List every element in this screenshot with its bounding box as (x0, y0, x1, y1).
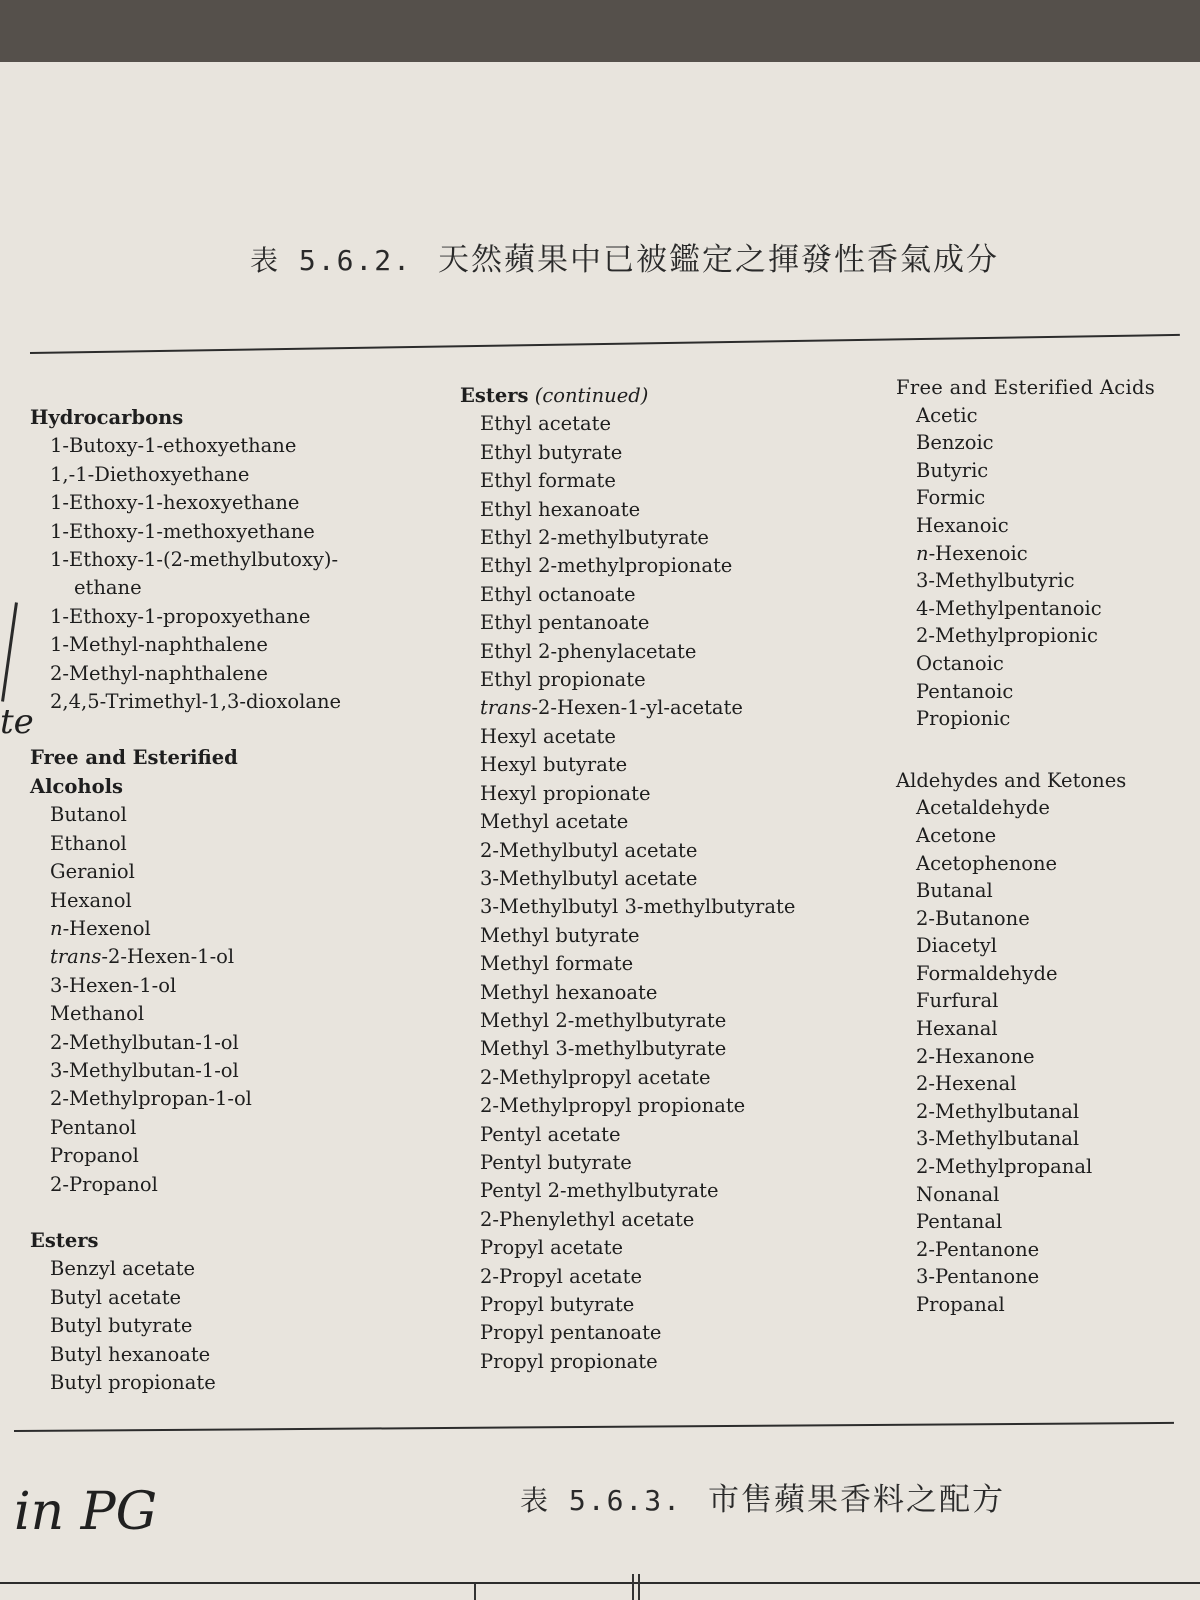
list-item: Benzoic (916, 431, 994, 455)
list-item: Pentanoic (916, 679, 1014, 703)
table-bottom-rule (14, 1422, 1174, 1432)
list-item: Butyl propionate (50, 1371, 216, 1394)
list-item: 3-Hexen-1-ol (50, 973, 177, 997)
list-item: 2-Methylpropyl acetate (480, 1065, 711, 1089)
list-item: Acetaldehyde (916, 796, 1050, 820)
list-item: Propyl acetate (480, 1236, 624, 1260)
esters-continued-list (460, 410, 840, 1376)
list-item: 1-Butoxy-1-ethoxyethane (50, 434, 297, 458)
list-item: Hexanol (50, 888, 132, 912)
list-item: Propanol (50, 1144, 139, 1168)
acids-heading: Free and Esterified Acids (896, 376, 1156, 399)
hydrocarbons-heading: Hydrocarbons (30, 406, 184, 429)
list-item: Benzyl acetate (50, 1257, 196, 1281)
list-item: Butanol (50, 803, 127, 827)
list-item: Octanoic (916, 651, 1004, 675)
next-table-title (520, 1474, 1005, 1519)
list-item: Formaldehyde (916, 961, 1058, 985)
list-item: 2-Propanol (50, 1172, 158, 1196)
handwritten-bracket-mark (1, 602, 18, 701)
list-item: Ethyl 2-phenylacetate (480, 639, 697, 663)
list-item: 1-Ethoxy-1-(2-methylbutoxy)- (50, 548, 339, 572)
list-item: Ethyl 2-methylpropionate (480, 554, 733, 578)
list-item: 3-Methylbutyric (916, 569, 1075, 593)
list-item: Ethanol (50, 831, 127, 855)
list-item: 2-Pentanone (916, 1237, 1040, 1261)
list-item: Propyl butyrate (480, 1293, 635, 1316)
continued-note: (continued) (534, 384, 649, 407)
list-item: Acetic (916, 403, 978, 427)
list-item: Hexanal (916, 1017, 998, 1041)
list-item: 2-Methyl-naphthalene (50, 661, 268, 685)
list-item: Ethyl formate (480, 469, 616, 493)
table-title (250, 234, 999, 279)
list-item: Ethyl 2-methylbutyrate (480, 526, 709, 550)
table-number: 表 5.6.2. (250, 244, 413, 277)
list-item: Formic (916, 486, 986, 510)
list-item: Butyl acetate (50, 1285, 182, 1309)
list-item: trans-2-Hexen-1-yl-acetate (480, 696, 743, 720)
list-item: Methyl 2-methylbutyrate (480, 1008, 727, 1032)
list-item: Pentyl acetate (480, 1122, 621, 1146)
list-item: 2-Butanone (916, 906, 1030, 930)
list-item: Pentyl butyrate (480, 1150, 632, 1174)
document-page (0, 62, 1200, 1600)
list-item: Hexyl butyrate (480, 753, 628, 777)
list-item: 1-Ethoxy-1-propoxyethane (50, 604, 311, 628)
aldehydes-ketones-heading: Aldehydes and Ketones (896, 768, 1127, 792)
list-item: Methyl 3-methylbutyrate (480, 1037, 727, 1061)
list-item: Hexyl acetate (480, 724, 616, 748)
aldehydes-ketones-list (896, 794, 1186, 1318)
list-item: Nonanal (916, 1182, 1000, 1206)
list-item: Ethyl hexanoate (480, 497, 641, 521)
list-item: Ethyl propionate (480, 668, 646, 692)
list-item: 4-Methylpentanoic (916, 596, 1102, 620)
list-item: 3-Methylbutan-1-ol (50, 1058, 239, 1082)
list-item: Butyric (916, 458, 989, 482)
table-title-text: 天然蘋果中已被鑑定之揮發性香氣成分 (438, 242, 1000, 278)
list-item: 1-Ethoxy-1-hexoxyethane (50, 491, 300, 515)
list-item: Hexanoic (916, 513, 1009, 537)
next-table-column-divider (632, 1574, 634, 1600)
list-item: 2-Methylpropionic (916, 624, 1098, 648)
column-middle (460, 382, 840, 1376)
list-item: 2-Methylbutanal (916, 1099, 1080, 1123)
list-item: trans-2-Hexen-1-ol (50, 945, 235, 969)
alcohols-heading-line1: Free and Esterified (30, 746, 238, 770)
list-item: Ethyl octanoate (480, 582, 636, 606)
esters-heading: Esters (30, 1228, 99, 1252)
list-item: n-Hexenoic (916, 541, 1028, 565)
list-item: 2-Methylbutan-1-ol (50, 1030, 239, 1054)
next-table-number: 表 5.6.3. (520, 1484, 683, 1517)
handwritten-note-te: te (0, 702, 34, 742)
list-item: 2,4,5-Trimethyl-1,3-dioxolane (50, 690, 342, 714)
table-top-rule (30, 334, 1180, 354)
esters-list (30, 1255, 430, 1397)
list-item: Methyl acetate (480, 810, 629, 834)
list-item: Methyl hexanoate (480, 980, 658, 1004)
list-item: 3-Methylbutanal (916, 1127, 1080, 1151)
list-item: 2-Propyl acetate (480, 1264, 643, 1288)
list-item: Methanol (50, 1002, 145, 1026)
list-item: Ethyl butyrate (480, 440, 623, 464)
list-item: Diacetyl (916, 934, 998, 958)
list-item: 2-Hexenal (916, 1072, 1017, 1096)
list-item: Furfural (916, 989, 999, 1013)
list-item: Methyl formate (480, 952, 634, 976)
acids-list (896, 402, 1186, 733)
list-item: Acetone (916, 823, 997, 847)
list-item: 3-Pentanone (916, 1265, 1040, 1289)
list-item: Pentanal (916, 1210, 1003, 1234)
list-item: Acetophenone (916, 851, 1058, 875)
list-item: Propyl propionate (480, 1349, 658, 1373)
list-item: 2-Phenylethyl acetate (480, 1207, 695, 1231)
next-table-column-divider (638, 1574, 640, 1600)
alcohols-heading-line2: Alcohols (30, 774, 123, 798)
list-item: ethane (74, 576, 142, 600)
next-table-rule (0, 1582, 1200, 1584)
list-item: Ethyl pentanoate (480, 611, 650, 635)
list-item: Propionic (916, 707, 1011, 731)
alcohols-list (30, 801, 430, 1199)
list-item: 2-Methylpropyl propionate (480, 1094, 746, 1118)
list-item: Propanal (916, 1293, 1005, 1316)
column-left (30, 404, 430, 1397)
esters-continued-heading (460, 382, 840, 410)
list-item: 2-Methylpropan-1-ol (50, 1087, 252, 1111)
list-item: 3-Methylbutyl 3-methylbutyrate (480, 895, 796, 919)
list-item: 2-Methylpropanal (916, 1155, 1093, 1179)
list-item: 2-Methylbutyl acetate (480, 838, 698, 862)
list-item: Hexyl propionate (480, 781, 651, 805)
list-item: Butyl butyrate (50, 1314, 193, 1338)
list-item: 1,-1-Diethoxyethane (50, 462, 250, 486)
next-table-title-text: 市售蘋果香料之配方 (708, 1482, 1006, 1518)
list-item: Butanal (916, 879, 993, 903)
list-item: n-Hexenol (50, 916, 151, 940)
list-item: Methyl butyrate (480, 923, 640, 947)
list-item: Pentyl 2-methylbutyrate (480, 1179, 719, 1203)
list-item: 1-Methyl-naphthalene (50, 633, 268, 657)
list-item: Pentanol (50, 1115, 137, 1139)
handwritten-note-in-pg: in PG (14, 1482, 158, 1542)
list-item: Propyl pentanoate (480, 1321, 662, 1345)
list-item: 1-Ethoxy-1-methoxyethane (50, 519, 315, 543)
column-right (896, 374, 1186, 1319)
next-table-column-divider (474, 1584, 476, 1600)
list-item: 3-Methylbutyl acetate (480, 866, 698, 890)
list-item: Geraniol (50, 860, 135, 884)
list-item: Ethyl acetate (480, 412, 612, 436)
esters-continued-label: Esters (460, 384, 529, 407)
hydrocarbons-list (30, 432, 430, 716)
list-item: 2-Hexanone (916, 1044, 1035, 1068)
list-item: Butyl hexanoate (50, 1342, 211, 1366)
